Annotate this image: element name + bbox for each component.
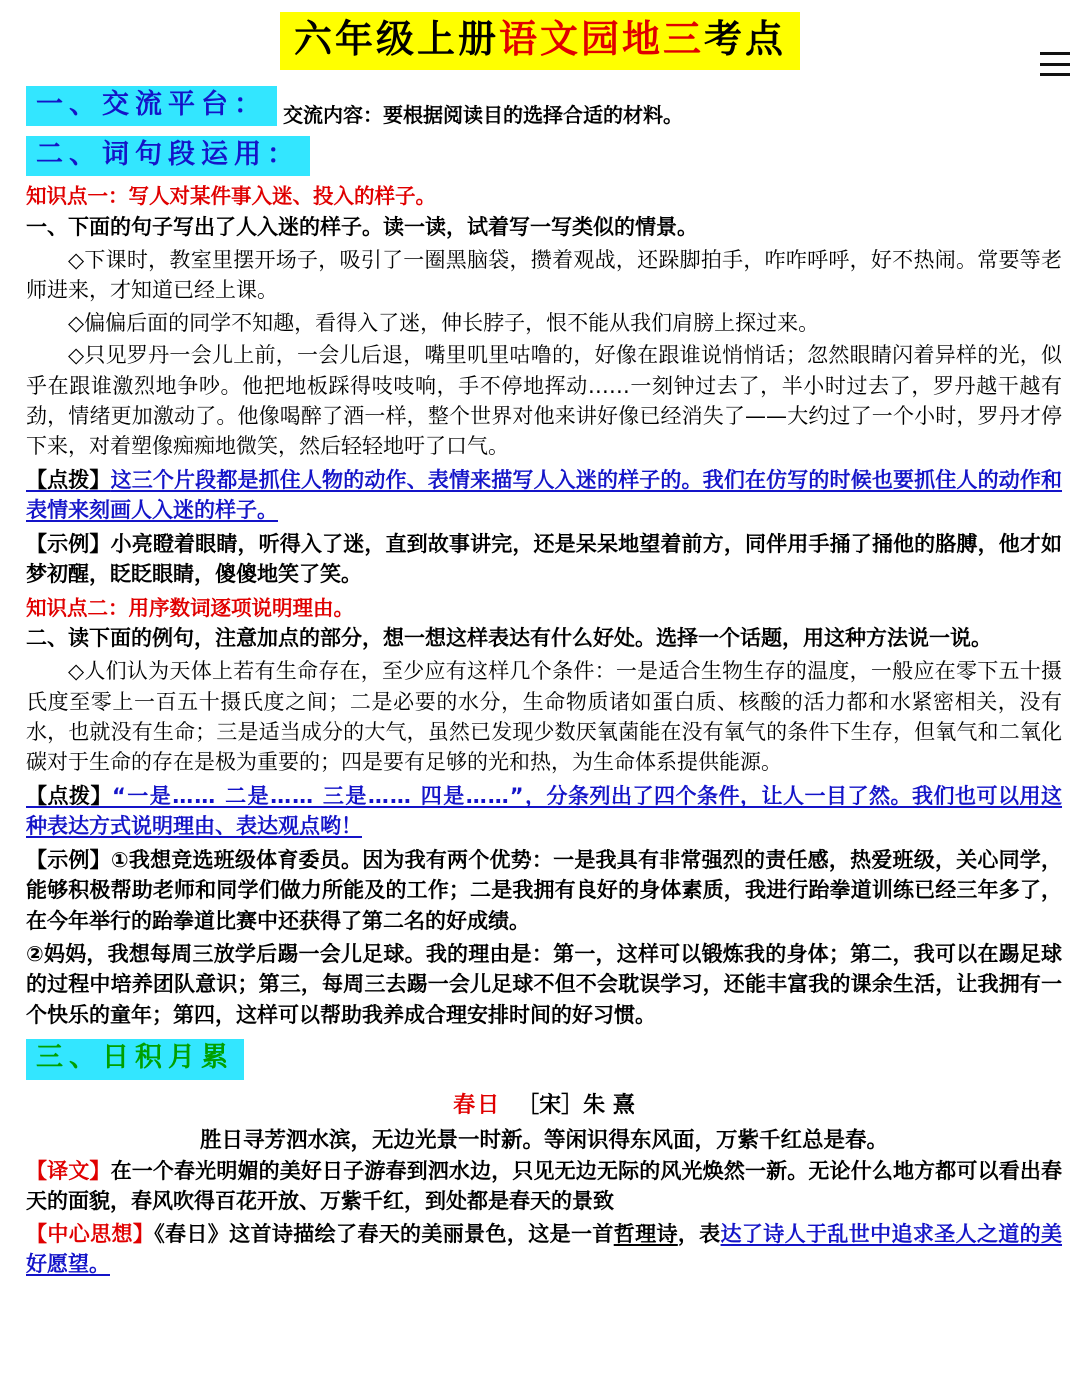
title-part-3: 考点: [704, 17, 787, 61]
sample-1: [26, 529, 1062, 590]
hamburger-menu-icon[interactable]: [1040, 52, 1070, 76]
tip-2-text: ，分条列出了四个条件，让人一目了然。我们也可以用这种表达方式说明理由、表达观点哟！: [26, 783, 1063, 839]
page-title: [280, 12, 800, 70]
question-2: 二、读下面的例句，注意加点的部分，想一想这样表达有什么好处。选择一个话题，用这种方法说一说。: [26, 626, 992, 651]
section-1-inline-text: 交流内容：要根据阅读目的选择合适的材料。: [283, 102, 683, 127]
section-1-heading: 一、交流平台：: [26, 86, 277, 126]
knowledge-point-1: 知识点一：写人对某件事入迷、投入的样子。: [26, 184, 436, 209]
sample-2: [26, 845, 1062, 936]
poem-author: ［宋］朱 熹: [517, 1092, 635, 1118]
theme-text-b: ，表: [677, 1221, 721, 1246]
title-part-2: 语文园地三: [498, 17, 704, 61]
menu-line-2: [1040, 63, 1070, 66]
sample-1-text: 小亮瞪着眼睛，听得入了迷，直到故事讲完，还是呆呆地望着前方，同伴用手捅了捅他的胳膊，他才如梦初醒，眨眨眼睛，傻傻地笑了笑。: [26, 531, 1063, 587]
section-2-heading: 二、词句段运用：: [26, 136, 310, 176]
section-2-row: [26, 130, 1062, 178]
poem-name: 春日: [453, 1092, 502, 1118]
page-title-wrap: [0, 0, 1080, 76]
menu-line-1: [1040, 52, 1070, 55]
tip-2-label: 【点拨】: [26, 783, 112, 808]
translation-text: 在一个春光明媚的美好日子游春到泗水边，只见无边无际的风光焕然一新。无论什么地方都可以看出春天的面貌，春风吹得百花开放、万紫千红，到处都是春天的景致: [26, 1158, 1063, 1214]
tip-1-label: 【点拨】: [26, 467, 111, 492]
theme-text-a: 《春日》这首诗描绘了春天的美丽景色，这是一首: [154, 1221, 614, 1246]
theme-underline-text: 达了诗人于乱世中追求圣人之道的美好愿望。: [26, 1221, 1063, 1277]
section-3-row: [26, 1033, 1062, 1081]
sample-2-text-2: ②妈妈，我想每周三放学后踢一会儿足球。我的理由是：第一，这样可以锻炼我的身体；第二，我可以在踢足球的过程中培养团队意识；第三，每周三去踢一会儿足球不但不会耽误学习，还能丰富我的课余生活，让我拥有一个快乐的童年；第四，这样可以帮助我养成合理安排时间的好习惯。: [26, 942, 1062, 1027]
sample-2-text-1: ①我想竞选班级体育委员。因为我有两个优势：一是我具有非常强烈的责任感，热爱班级，关心同学，能够积极帮助老师和同学们做力所能及的工作；二是我拥有良好的身体素质，我进行跆拳道训练已经三年多了，在今年举行的跆拳道比赛中还获得了第二名的好成绩。: [26, 847, 1063, 933]
section-1-row: [26, 80, 1062, 128]
poem-title: [26, 1088, 1062, 1119]
question-1: 一、下面的句子写出了人入迷的样子。读一读，试着写一写类似的情景。: [26, 214, 698, 239]
theme-label: 【中心思想】: [26, 1221, 155, 1246]
poem-body: 胜日寻芳泗水滨，无边光景一时新。等闲识得东风面，万紫千红总是春。: [199, 1127, 888, 1153]
example-paragraph-2: ◇人们认为天体上若有生命存在，至少应有这样几个条件：一是适合生物生存的温度，一般应在零下五十摄氏度至零上一百五十摄氏度之间；二是必要的水分，生命物质诸如蛋白质、核酸的活力都和水紧密相关，没有水，也就没有生命；三是适当成分的大气，虽然已发现少数厌氧菌能在没有氧气的条件下生存，但氧气和二氧化碳对于生命的存在是极为重要的；四是要有足够的光和热，为生命体系提供能源。: [26, 659, 1062, 775]
poem-theme: [26, 1219, 1062, 1280]
example-item-3: ◇只见罗丹一会儿上前，一会儿后退，嘴里叽里咕噜的，好像在跟谁说悄悄话；忽然眼睛闪着异样的光，似乎在跟谁激烈地争吵。他把地板踩得吱吱响，手不停地挥动……一刻钟过去了，半小时过去了，罗丹越干越有劲，情绪更加激动了。他像喝醉了酒一样，整个世界对他来讲好像已经消失了——大约过了一个小时，罗丹才停下来，对着塑像痴痴地微笑，然后轻轻地吁了口气。: [26, 343, 1062, 459]
knowledge-point-2: 知识点二：用序数词逐项说明理由。: [26, 595, 354, 620]
tip-2: [26, 781, 1062, 842]
document-body: [0, 80, 1080, 1280]
sample-1-label: 【示例】: [26, 531, 111, 556]
example-item-2: ◇偏偏后面的同学不知趣，看得入了迷，伸长脖子，恨不能从我们肩膀上探过来。: [68, 310, 820, 335]
example-item-1: ◇下课时，教室里摆开场子，吸引了一圈黑脑袋，攒着观战，还跺脚拍手，咋咋呼呼，好不热闹。常要等老师进来，才知道已经上课。: [26, 247, 1062, 303]
section-3-heading: 三、日积月累: [26, 1039, 244, 1079]
sample-2-second: [26, 939, 1062, 1030]
translation-label: 【译文】: [26, 1158, 111, 1183]
sample-2-label: 【示例】: [26, 847, 111, 872]
title-part-1: 六年级上册: [293, 17, 499, 61]
menu-line-3: [1040, 73, 1070, 76]
tip-2-quote: “一是…… 二是…… 三是…… 四是……”: [112, 783, 525, 808]
poem-translation: [26, 1156, 1062, 1217]
tip-1: [26, 465, 1062, 526]
theme-highlight: 哲理诗: [613, 1221, 678, 1246]
tip-1-text: 这三个片段都是抓住人物的动作、表情来描写人入迷的样子的。我们在仿写的时候也要抓住人的动作和表情来刻画人入迷的样子。: [26, 467, 1063, 523]
